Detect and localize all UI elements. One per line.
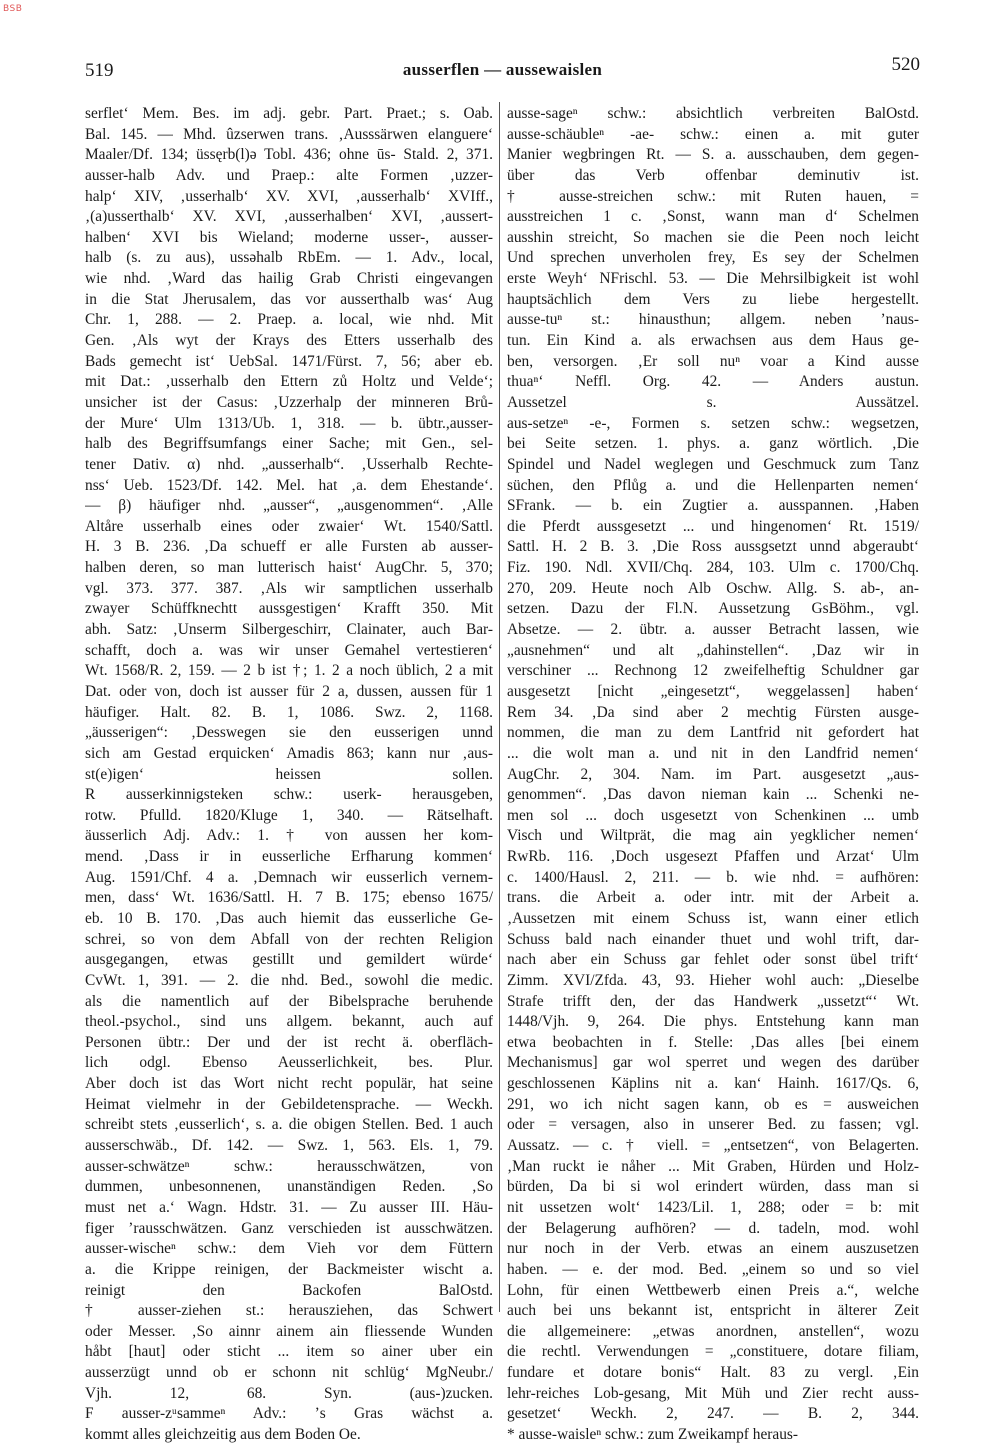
text-line: Bads gemecht ist‘ UebSal. 1471/Fürst. 7, 56; aber eb. [85,352,493,370]
text-line: a. die Krippe reinigen, der Backmeister wischt a. [85,1260,493,1278]
text-line: 270, 209. Heute noch Alb Oschw. Allg. S. ab-, an- [507,579,919,597]
text-line: der Mure‘ Ulm 1313/Ub. 1, 318. — b. übtr.,ausser- [85,414,493,432]
text-line: Aug. 1591/Chf. 4 a. ‚Demnach wir eusserlich vernem- [85,868,493,886]
text-line: dummen, unbesonnenen, unanständigen Reden. ‚So [85,1178,493,1196]
text-line: Maaler/Df. 134; üssęrb(l)ə Tobl. 436; ohne ūs- Stald. 2, 371. [85,146,493,164]
text-line: Vjh. 12, 68. Syn. (aus-)zucken. [85,1384,493,1402]
text-line: Bal. 145. — Mhd. ûzserwen trans. ‚Ausssärwen elanguere‘ [85,125,493,143]
library-stamp: BSB [3,4,23,14]
text-line: halb (s. zu aus), ussəhalb RbEm. — 1. Adv., local, [85,249,493,267]
text-line: halb des Begriffsumfangs einer Sache; mit Gen., sel- [85,435,493,453]
text-line: die rechtl. Verwendungen = „constituere, dotare filiam, [507,1343,919,1361]
text-line: oder Messer. ‚So ainnr ainem ain fliessende Wunden [85,1322,493,1340]
text-line: * ausse-waisleⁿ schw.: zum Zweikampf heraus- [507,1426,799,1443]
text-line: R ausserkinnigsteken schw.: userk- herausgeben, [85,786,493,804]
text-line: hauptsächlich dem Vers zu liebe hergestellt. [507,290,919,308]
text-line: ausstreichen 1 c. ‚Sonst, wann man d‘ Schelmen [507,208,919,226]
text-line: Personen übtr.: Der und der ist recht ä. oberfläch- [85,1033,493,1051]
text-line: Zimm. XVI/Zfda. 43, 93. Hieher wohl auch: „Dieselbe [507,971,919,989]
text-line: halp‘ XIV, ‚usserhalb‘ XV. XVI, ‚ausserhalb‘ XVIff., [85,187,493,205]
text-line: über das Verb offenbar deminutiv ist. [507,166,919,184]
text-line: „ausnehmen“ und alt „dahinstellen“. ‚Daz wir in [507,641,919,659]
text-line: Visch und Wiltprät, die mag ain yegklicher nemen‘ [507,827,919,845]
text-line: lich odgl. Ebenso Aeusserlichkeit, bes. Plur. [85,1054,493,1072]
text-line: die Pferdt aussgesetzt ... und hingenomen‘ Rt. 1519/ [507,517,919,535]
text-line: Lohn, für einen Wettbewerb einen Preis a.“, welche [507,1281,919,1299]
text-line: CvWt. 1, 391. — 2. die nhd. Bed., sowohl die medic. [85,971,493,989]
text-line: must net a.‘ Wagn. Hdstr. 31. — Zu ausser III. Häu- [85,1198,493,1216]
text-line: in die Stat Jherusalem, das vor ausserthalb was‘ Aug [85,290,493,308]
text-line: etwa beobachten in f. Stelle: ‚Das alles [bei einem [507,1033,919,1051]
text-line: Aber doch ist das Wort nicht recht populär, hat seine [85,1075,493,1093]
text-line: † ausse-streichen schw.: mit Ruten hauen, = [507,187,919,205]
text-line: ausser-halb Adv. und Praep.: alte Formen ‚uzzer- [85,166,493,184]
text-line: lehr-reiches Lob-gesang, Mit Müh und Zier recht auss- [507,1384,919,1402]
text-line: nommen, die man zu dem Lantfrid nit gefordert hat [507,724,919,742]
text-line: ausse-schäubleⁿ -ae- schw.: einen a. mit guter [507,125,919,143]
text-line: Und sprechen unverholen frey, Es sey der Schelmen [507,249,919,267]
text-line: bürden, Da bi si wol erindert würden, dass man si [507,1178,919,1196]
text-line: wie nhd. ‚Ward das hailig Grab Christi eingevangen [85,270,493,288]
text-line: Fiz. 190. Ndl. XVII/Chq. 284, 103. Ulm c. 1700/Chq. [507,559,919,577]
text-line: Dat. oder von, doch ist ausser für 2 a, dussen, aussen für 1 [85,682,493,700]
text-line: Chr. 1, 288. — 2. Praep. a. local, wie nhd. Mit [85,311,493,329]
text-line: ausse-tuⁿ st.: hinausthun; allgem. neben ʼnaus- [507,311,919,329]
text-line: ... die wolt man a. und nit in den Landfrid nemen‘ [507,744,919,762]
text-line: c. 1400/Hausl. 2, 211. — b. wie nhd. = aufhören: [507,868,919,886]
text-line: Spindel und Nadel weglegen und Geschmuck zum Tanz [507,455,919,473]
text-line: mend. ‚Dass ir in eusserliche Erfharung kommen‘ [85,848,493,866]
text-line: Schuss bald nach einander thuet und wohl trift, dar- [507,930,919,948]
text-line: oder = versagen, also in unserer Bed. zu fassen; vgl. [507,1116,919,1134]
text-line: reinigt den Backofen BalOstd. [85,1281,493,1299]
text-line: ausserzügt unnd ob er schonn nit schlüg‘ MgNeubr./ [85,1364,493,1382]
text-line: rotw. Pfulld. 1820/Kluge 1, 340. — Rätselhaft. [85,806,493,824]
text-line: halben deren, so man lutterisch haist‘ AugChr. 5, 370; [85,559,493,577]
text-line: unsicher ist der Casus: ‚Uzzerhalp der minneren Brů- [85,393,493,411]
text-line: — β) häufiger nhd. „ausser“, „ausgenommen“. ‚Alle [85,497,493,515]
text-line: gesetzet‘ Weckh. 2, 247. — B. 2, 344. [507,1405,919,1423]
text-line: Heimat vielmehr in der Gebildetensprache. — Weckh. [85,1095,493,1113]
text-line: ‚Man ruckt ie nåher ... Mit Graben, Hürden und Holz- [507,1157,919,1175]
right-column [507,104,919,1446]
text-line: st(e)igen‘ heissen sollen. [85,765,493,783]
text-line: nach aber ein Schuss gar fehlet oder sonst übel trift‘ [507,951,919,969]
text-line: nit ussetzen wolt‘ 1423/Lil. 1, 288; oder = b: mit [507,1198,919,1216]
running-title: ausserflen — aussewaislen [402,60,603,79]
page-number-left: 519 [85,60,114,81]
text-line: 1448/Vjh. 9, 264. Die phys. Entstehung kann man [507,1013,919,1031]
text-line: Strafe trifft den, der das Handwerk „ussetzt“‘ Wt. [507,992,919,1010]
text-line: RwRb. 116. ‚Doch usgesezt Pfaffen und Arzat‘ Ulm [507,848,919,866]
page-header [85,54,920,84]
text-line: Aussatz. — c. † viell. = „entsetzen“, von Belagerten. [507,1137,919,1155]
text-line: Gen. ‚Als wyt der Krays des Etters usserhalb des [85,332,493,350]
text-line: aus-setzeⁿ -e-, Formen s. setzen schw.: wegsetzen, [507,414,919,432]
text-line: zwayer Schüffknechtt aussgestigen‘ Krafft 350. Mit [85,600,493,618]
text-line: setzen. Dazu der Fl.N. Aussetzung GsBöhm., vgl. [507,600,919,618]
page-number-right: 520 [891,54,920,75]
text-line: ausgesetzt [nicht „eingesetzt“, weggelassen] haben‘ [507,682,919,700]
text-line: figer ʼrausschwätzen. Ganz verschieden ist ausschwätzen. [85,1219,493,1237]
text-line: ausse-sageⁿ schw.: absichtlich verbreiten BalOstd. [507,105,919,122]
text-line: vgl. 373. 377. 387. ‚Als wir samptlichen usserhalb [85,579,493,597]
text-line: Wt. 1568/R. 2, 159. — 2 b ist †; 1. 2 a noch üblich, 2 a mit [85,662,493,680]
text-line: nur noch in der Verb. etwas an einem auszusetzen [507,1240,919,1258]
text-line: schreibt stets ‚eusserlich‘, s. a. die obigen Stellen. Bed. 1 auch [85,1116,493,1134]
text-line: F ausser-zᵘsammeⁿ Adv.: ʼs Gras wächst a. [85,1405,493,1423]
text-line: ausserschwäb., Df. 142. — Swz. 1, 563. Els. 1, 79. [85,1137,493,1155]
text-line: tener Dativ. α) nhd. „ausserhalb“. ‚Usserhalb Rechte- [85,455,493,473]
text-line: ausser-wischeⁿ schw.: dem Vieh vor dem Füttern [85,1240,493,1258]
text-line: kommt alles gleichzeitig aus dem Boden Oe. [85,1426,361,1443]
text-line: mit Dat.: ‚usserhalb den Ettern zů Holtz und Velde‘; [85,373,493,391]
text-line: Altåre usserhalb eines oder zwaier‘ Wt. 1540/Sattl. [85,517,493,535]
text-line: fundare et dotare bonis“ Halt. 83 zu vergl. ‚Ein [507,1364,919,1382]
text-line: verschiner ... Rechnong 12 zweifelheftig Schuldner gar [507,662,919,680]
text-line: tun. Ein Kind a. als erwachsen aus dem Haus ge- [507,332,919,350]
text-line: abh. Satz: ‚Unserm Silbergeschirr, Clainater, auch Bar- [85,621,493,639]
text-line: genommen“. ‚Das davon nieman kain ... Schenki ne- [507,786,919,804]
text-line: AugChr. 2, 304. Nam. im Part. ausgesetzt „aus- [507,765,919,783]
text-line: der Belagerung aufhören? — d. tadeln, mod. wohl [507,1219,919,1237]
text-line: H. 3 B. 236. ‚Da schueff er alle Fursten ab ausser- [85,538,493,556]
text-line: Aussetzel s. Aussätzel. [507,393,919,411]
text-line: trans. die Arbeit a. oder intr. mit der Arbeit a. [507,889,919,907]
text-line: ausshin streicht, So machen sie die Peen noch leicht [507,228,919,246]
text-line: ben, versorgen. ‚Er soll nuⁿ voar a Kind ausse [507,352,919,370]
text-line: Absetze. — 2. übtr. a. ausser Betracht lassen, wie [507,621,919,639]
text-line: bei Seite setzen. 1. phys. a. ganz wörtlich. ‚Die [507,435,919,453]
text-line: geschlossenen Käplins nit a. kan‘ Hainh. 1617/Qs. 6, [507,1075,919,1093]
text-line: häufiger. Halt. 82. B. 1, 1086. Swz. 2, 1168. [85,703,493,721]
text-line: SFrank. — b. ein Zugtier a. ausspannen. ‚Haben [507,497,919,515]
text-line: äusserlich Adj. Adv.: 1. † von aussen her kom- [85,827,493,845]
text-line: schafft, doch a. was wir unser Gemahel vertestieren‘ [85,641,493,659]
text-line: als die namentlich auf der Bibelsprache beruhende [85,992,493,1010]
text-line: Rem 34. ‚Da sind aber 2 mechtig Fürsten ausge- [507,703,919,721]
text-line: auch bei uns bekannt ist, entspricht in älterer Zeit [507,1302,919,1320]
text-line: ‚(a)usserthalb‘ XV. XVI, ‚ausserhalben‘ XVI, ‚aussert- [85,208,493,226]
text-line: thuaⁿ‘ Neffl. Org. 42. — Anders austun. [507,373,919,391]
text-line: Mechanismus] gar wol sperret und wegen des darüber [507,1054,919,1072]
text-line: erste Weyh‘ NFrischl. 53. — Die Mehrsilbigkeit ist wohl [507,270,919,288]
text-line: ‚Aussetzen mit einem Schuss ist, wann einer etlich [507,909,919,927]
text-line: „äusserigen“: ‚Desswegen sie den eusserigen unnd [85,724,493,742]
text-line: men sol ... doch usgesetzt von Schenkinen ... umb [507,806,919,824]
text-line: süchen, den Pflůg a. und die Hellenparten nemen‘ [507,476,919,494]
text-line: † ausser-ziehen st.: herausziehen, das Schwert [85,1302,493,1320]
text-line: sich am Gestad erquicken‘ Amadis 863; kann nur ‚aus- [85,744,493,762]
left-column [85,104,493,1446]
text-line: 291, wo ich nicht sagen kann, ob es = ausweichen [507,1095,919,1113]
text-line: halben‘ XVI bis Wieland; moderne usser-, ausser- [85,228,493,246]
text-line: ausser-schwätzeⁿ schw.: herausschwätzen, von [85,1157,493,1175]
text-line: schrei, so von dem Abfall von der rechten Religion [85,930,493,948]
text-line: håbt [haut] oder sticht ... item so ainer uber ein [85,1343,493,1361]
text-line: die allgemeinere: „etwas anordnen, anstellen“, wozu [507,1322,919,1340]
text-line: Manier wegbringen Rt. — S. a. ausschauben, dem gegen- [507,146,919,164]
text-line: haben. — e. der mod. Bed. „einem so und so viel [507,1260,919,1278]
text-line: eb. 10 B. 170. ‚Das auch hiemit das eusserliche Ge- [85,909,493,927]
text-line: Sattl. H. 2 B. 3. ‚Die Ross aussgsetzt unnd abgeraubt‘ [507,538,919,556]
text-line: ausgegangen, etwas gestillt und gemildert würde‘ [85,951,493,969]
text-line: nss‘ Ueb. 1523/Df. 142. Mel. hat ‚a. dem Ehestande‘. [85,476,493,494]
text-line: men, dass‘ Wt. 1636/Sattl. H. 7 B. 175; ebenso 1675/ [85,889,493,907]
column-divider [499,102,500,1312]
text-line: theol.-psychol., sind uns allgem. bekannt, auch auf [85,1013,493,1031]
text-line: serflet‘ Mem. Bes. im adj. gebr. Part. Praet.; s. Oab. [85,105,493,122]
